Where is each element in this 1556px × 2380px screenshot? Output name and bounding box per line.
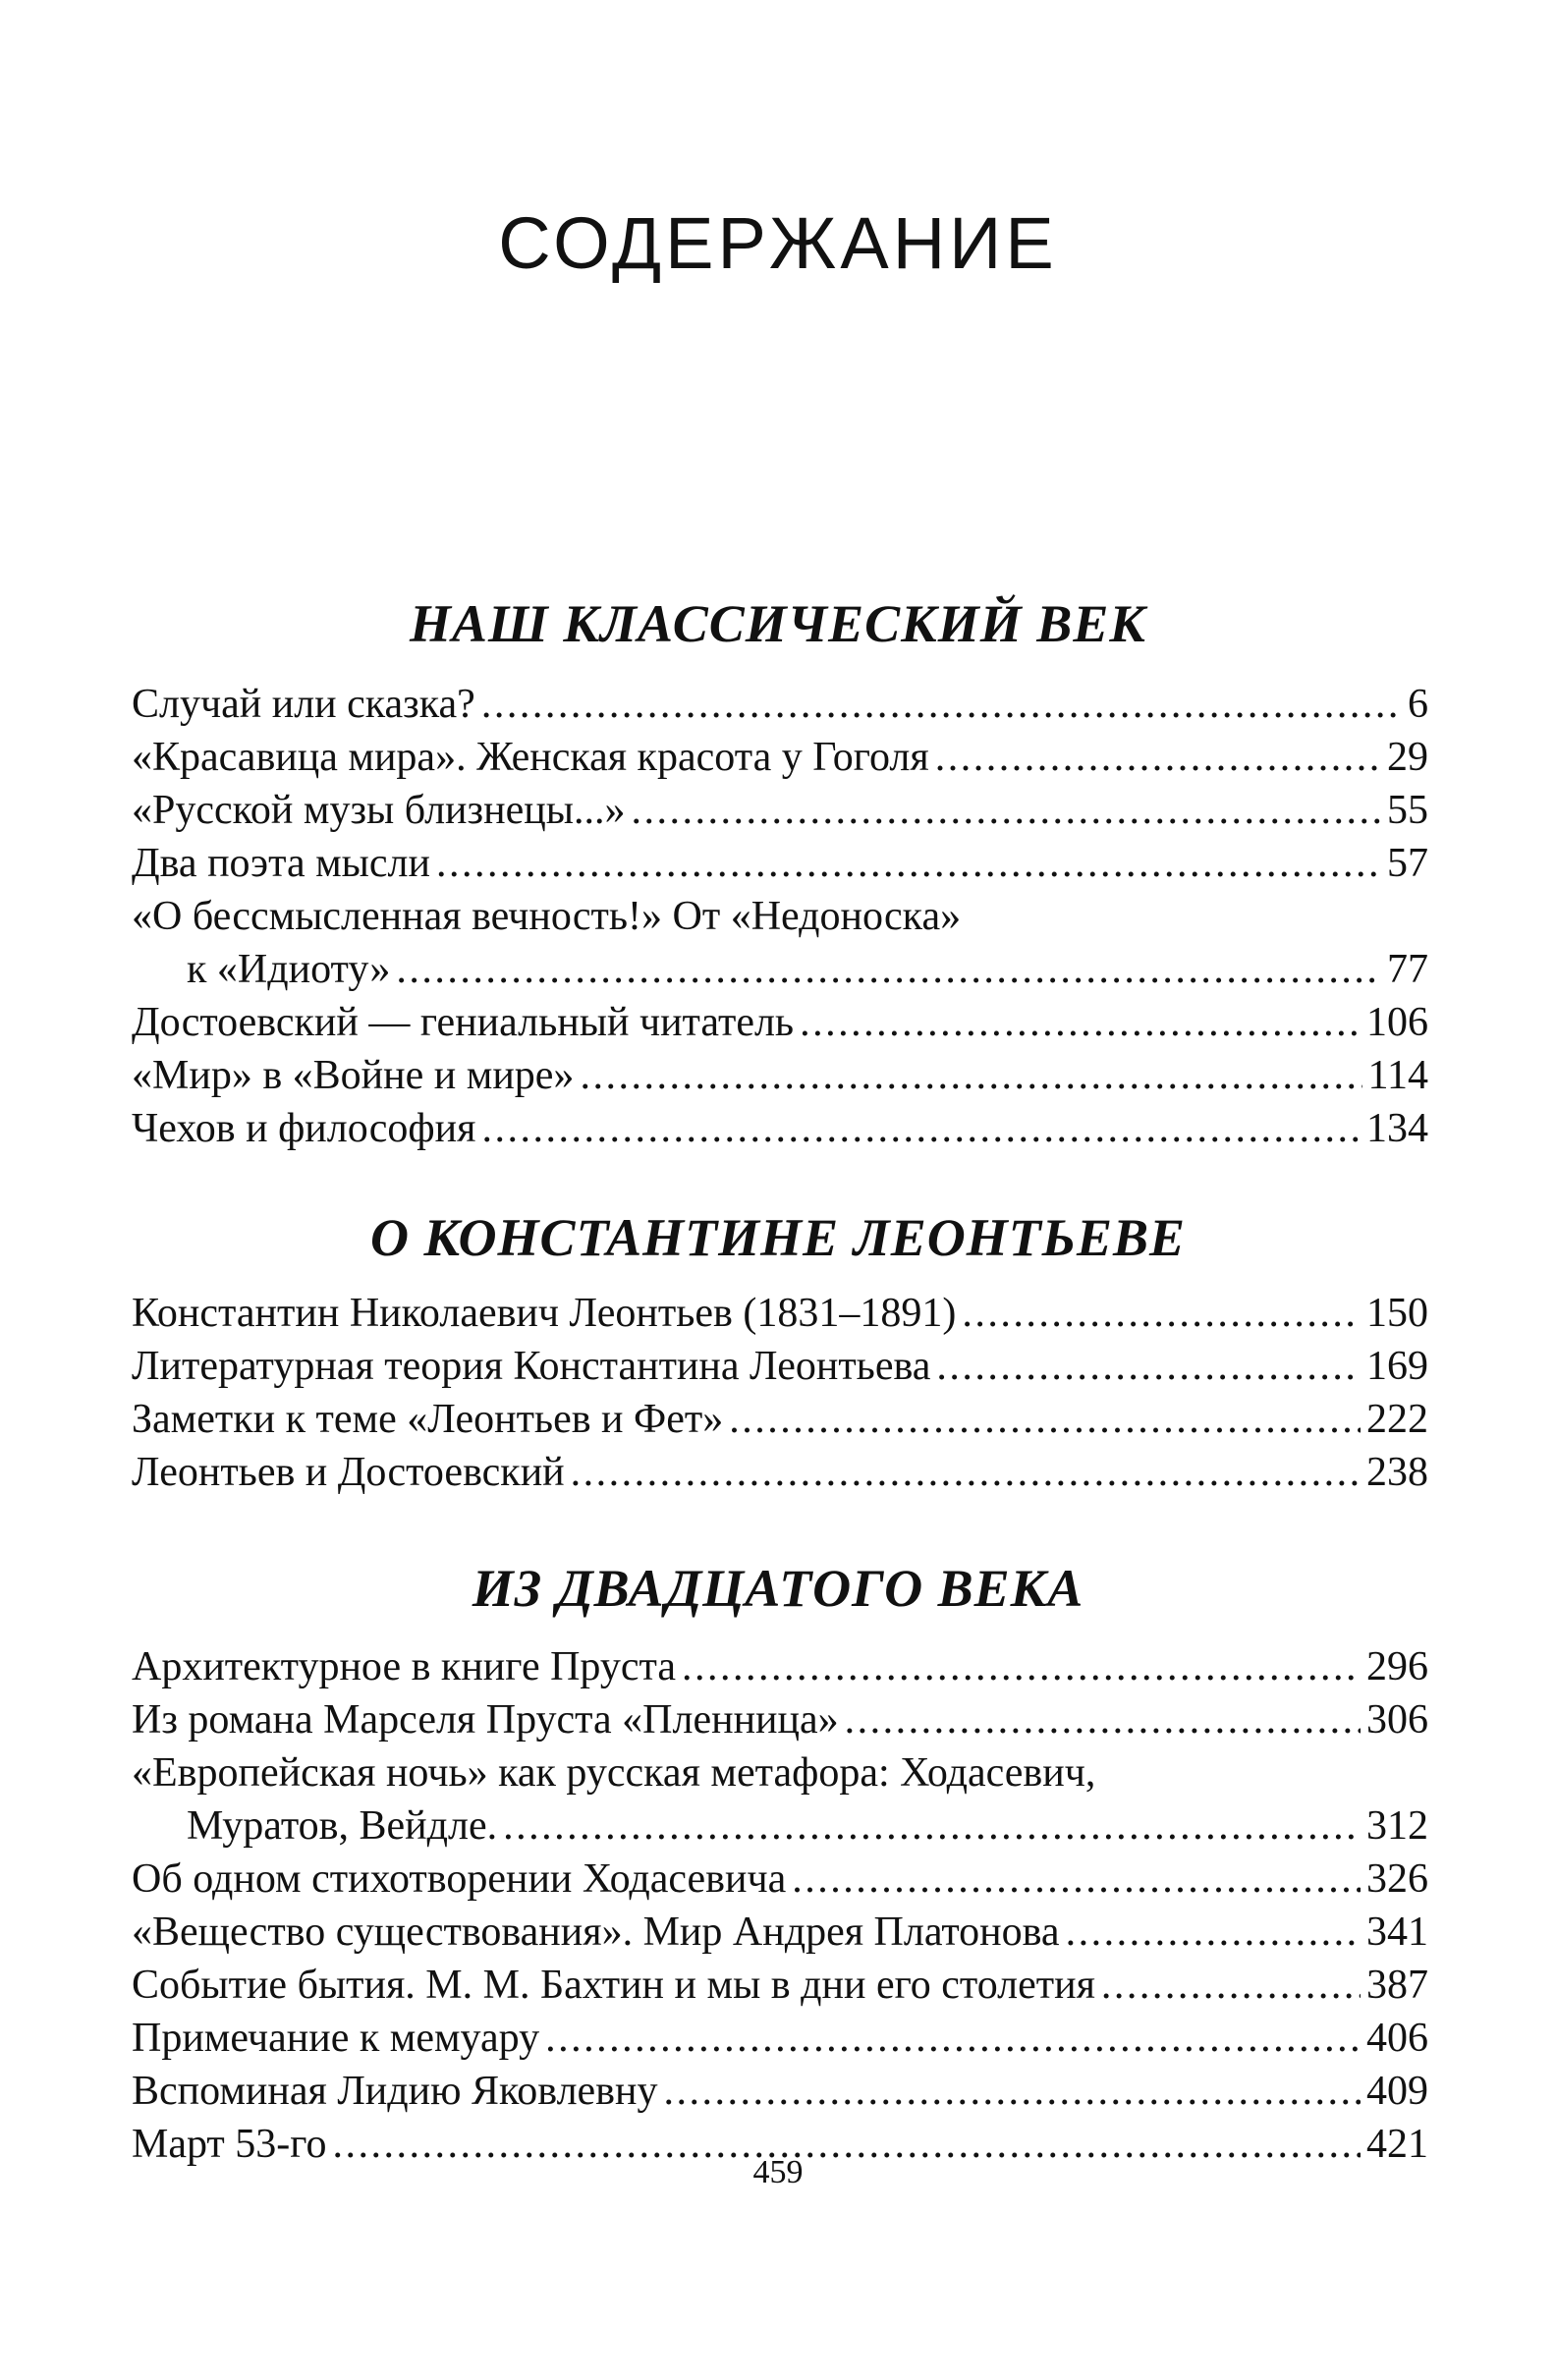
dot-leader: [936, 1340, 1361, 1393]
toc-entry-continued: [132, 890, 1428, 943]
toc-entry: [132, 678, 1428, 731]
page-title: СОДЕРЖАНИЕ: [498, 202, 1058, 284]
toc-entry: [132, 1906, 1428, 1959]
toc-entry-title: Об одном стихотворении Ходасевича: [132, 1856, 787, 1902]
section-heading: О КОНСТАНТИНЕ ЛЕОНТЬЕВЕ: [369, 1208, 1187, 1267]
dot-leader: [800, 996, 1361, 1049]
toc-entry-title: Литературная теория Константина Леонтьева: [132, 1344, 931, 1389]
toc-entry-title: Из романа Марселя Пруста «Пленница»: [132, 1697, 839, 1743]
toc-entry-page: 6: [1408, 682, 1428, 727]
toc-entry-title: Чехов и философия: [132, 1106, 476, 1151]
dot-leader: [1066, 1906, 1361, 1959]
toc-entry-page: 114: [1367, 1053, 1428, 1098]
toc-entry: [132, 1959, 1428, 2012]
toc-entry: [132, 1446, 1428, 1499]
toc-entry-page: 29: [1387, 735, 1428, 780]
toc-entry-continued: [132, 1746, 1428, 1799]
dot-leader: [571, 1446, 1361, 1499]
toc-entry-title: Архитектурное в книге Пруста: [132, 1644, 677, 1689]
toc-list: [132, 1640, 1428, 2171]
dot-leader: [631, 784, 1381, 837]
toc-entry-page: 106: [1366, 1000, 1428, 1045]
toc-entry-title: «О бессмысленная вечность!» От «Недоноска»: [132, 894, 962, 939]
toc-entry-title: Примечание к мемуару: [132, 2016, 540, 2061]
toc-entry-title: Заметки к теме «Леонтьев и Фет»: [132, 1397, 724, 1442]
toc-entry-title: Достоевский — гениальный читатель: [132, 1000, 795, 1045]
toc-entry-title: Леонтьев и Достоевский: [132, 1450, 565, 1495]
toc-entry-page: 169: [1366, 1344, 1428, 1389]
toc-entry: [132, 1393, 1428, 1446]
toc-entry-title: Муратов, Вейдле.: [187, 1803, 498, 1849]
dot-leader: [1101, 1959, 1361, 2012]
toc-entry-title: Событие бытия. М. М. Бахтин и мы в дни его столетия: [132, 1963, 1095, 2008]
toc-list: [132, 678, 1428, 1155]
dot-leader: [396, 943, 1381, 996]
toc-entry: [132, 784, 1428, 837]
toc-entry: [132, 1799, 1428, 1853]
toc-entry-page: 387: [1366, 1963, 1428, 2008]
dot-leader: [580, 1049, 1362, 1102]
toc-entry: [132, 731, 1428, 784]
section-heading: ИЗ ДВАДЦАТОГО ВЕКА: [472, 1559, 1084, 1618]
toc-entry-title: Март 53-го: [132, 2122, 327, 2167]
toc-entry-page: 326: [1366, 1856, 1428, 1902]
toc-entry-page: 306: [1366, 1697, 1428, 1743]
toc-entry-title: «Русской музы близнецы...»: [132, 788, 626, 833]
toc-entry-page: 134: [1366, 1106, 1428, 1151]
toc-entry-page: 77: [1387, 947, 1428, 992]
toc-entry: [132, 1640, 1428, 1693]
toc-entry-page: 57: [1387, 841, 1428, 886]
toc-entry-page: 150: [1366, 1291, 1428, 1336]
toc-entry-page: 406: [1366, 2016, 1428, 2061]
toc-entry-page: 222: [1366, 1397, 1428, 1442]
toc-entry-title: к «Идиоту»: [187, 947, 391, 992]
dot-leader: [682, 1640, 1361, 1693]
toc-entry-page: 296: [1366, 1644, 1428, 1689]
toc-entry-title: «Красавица мира». Женская красота у Гоголя: [132, 735, 929, 780]
toc-entry: [132, 943, 1428, 996]
dot-leader: [962, 1287, 1361, 1340]
toc-entry: [132, 1287, 1428, 1340]
toc-entry: [132, 1693, 1428, 1746]
toc-entry-page: 409: [1366, 2069, 1428, 2114]
toc-entry-title: Два поэта мысли: [132, 841, 430, 886]
toc-entry-page: 341: [1366, 1910, 1428, 1955]
toc-entry: [132, 1853, 1428, 1906]
dot-leader: [845, 1693, 1361, 1746]
toc-list: [132, 1287, 1428, 1499]
toc-entry-title: «Европейская ночь» как русская метафора: Ходасевич,: [132, 1750, 1096, 1796]
toc-entry-title: «Вещество существования». Мир Андрея Платонова: [132, 1910, 1060, 1955]
dot-leader: [481, 1102, 1361, 1155]
toc-entry: [132, 837, 1428, 890]
toc-entry-title: «Мир» в «Войне и мире»: [132, 1053, 575, 1098]
dot-leader: [481, 678, 1402, 731]
toc-entry: [132, 1102, 1428, 1155]
dot-leader: [792, 1853, 1361, 1906]
toc-entry-title: Вспоминая Лидию Яковлевну: [132, 2069, 658, 2114]
section-heading: НАШ КЛАССИЧЕСКИЙ ВЕК: [410, 594, 1146, 653]
toc-entry: [132, 1049, 1428, 1102]
toc-entry: [132, 996, 1428, 1049]
toc-entry-page: 421: [1366, 2122, 1428, 2167]
toc-entry-page: 55: [1387, 788, 1428, 833]
toc-entry: [132, 1340, 1428, 1393]
toc-entry-page: 238: [1366, 1450, 1428, 1495]
dot-leader: [436, 837, 1381, 890]
dot-leader: [663, 2065, 1361, 2118]
toc-entry: [132, 2012, 1428, 2065]
toc-entry-title: Константин Николаевич Леонтьев (1831–1891): [132, 1291, 957, 1336]
toc-entry: [132, 2065, 1428, 2118]
toc-entry-title: Случай или сказка?: [132, 682, 475, 727]
dot-leader: [935, 731, 1381, 784]
page-number: 459: [752, 2154, 804, 2190]
dot-leader: [503, 1799, 1361, 1853]
dot-leader: [729, 1393, 1361, 1446]
toc-entry-page: 312: [1366, 1803, 1428, 1849]
dot-leader: [545, 2012, 1361, 2065]
